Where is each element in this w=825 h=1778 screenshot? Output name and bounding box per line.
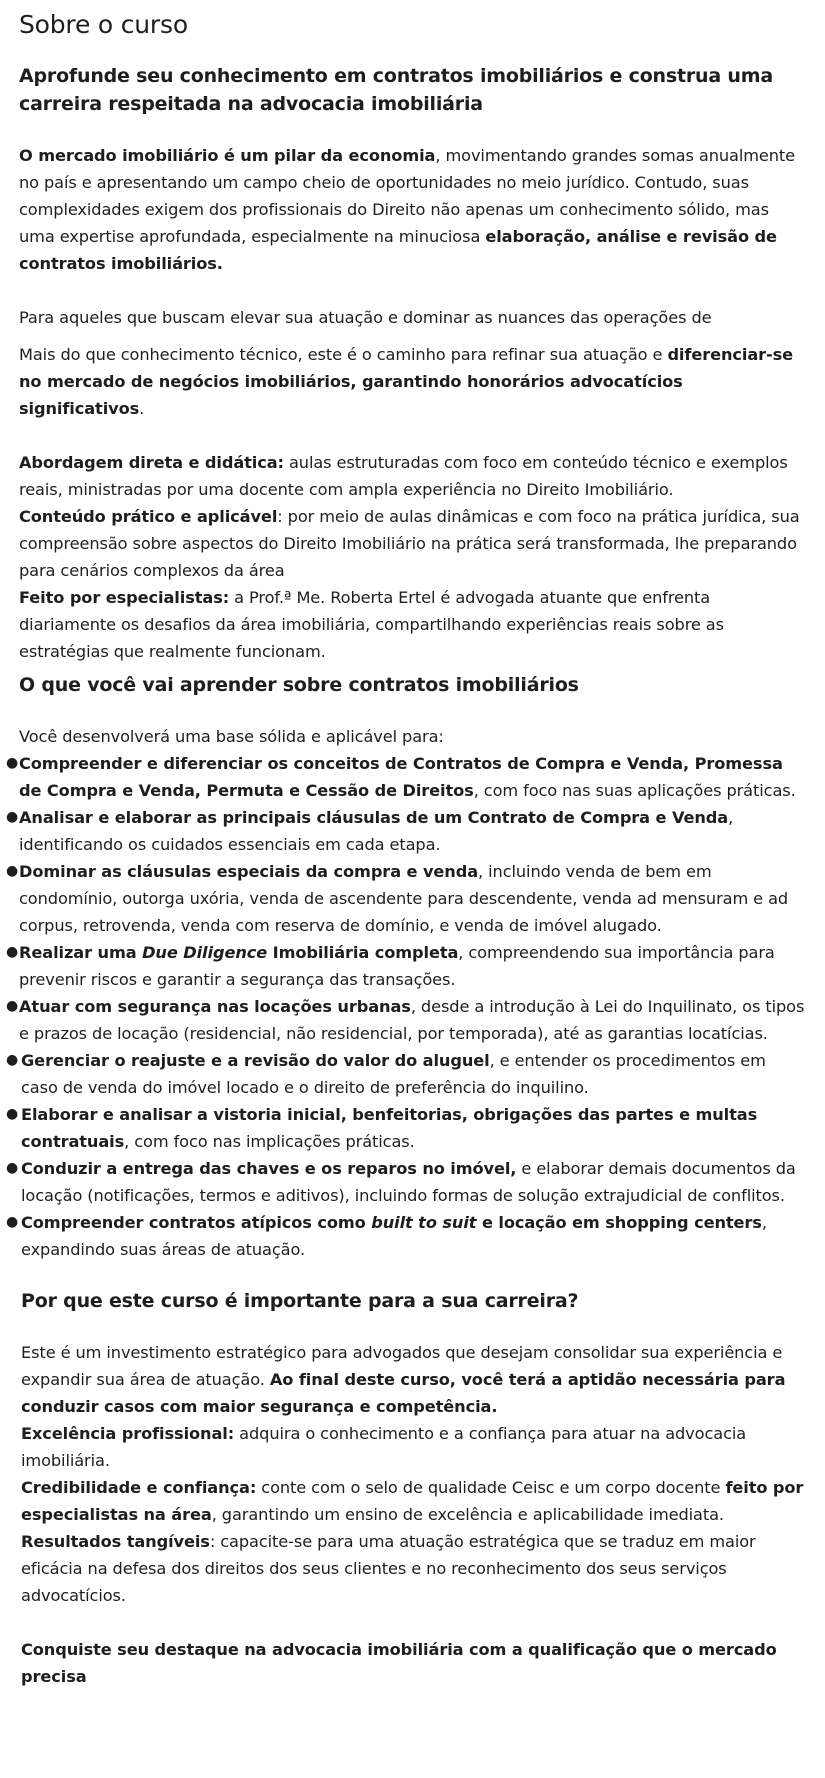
bullet-icon: ● <box>6 1160 19 1176</box>
bullet-icon: ● <box>6 755 19 771</box>
why-item-label: Excelência profissional: <box>21 1424 235 1443</box>
closing-bold: Conquiste seu destaque na advocacia imobiliária com a qualificação que o mercado precisa <box>21 1640 777 1686</box>
highlight-item <box>19 584 805 665</box>
bullet-icon: ● <box>6 944 19 960</box>
item-bold: Conduzir a entrega das chaves e os reparos no imóvel, <box>21 1159 517 1178</box>
bullet-icon: ● <box>6 1052 19 1068</box>
why-item <box>21 1528 805 1609</box>
list-item <box>6 1209 805 1263</box>
intro-p3-end: . <box>139 399 145 418</box>
highlight-item <box>19 503 805 584</box>
item-bold: Compreender contratos atípicos como <box>21 1213 372 1232</box>
list-item <box>6 1155 805 1209</box>
list-item <box>6 939 805 993</box>
learn-list <box>6 750 805 1263</box>
why-section <box>19 1287 805 1690</box>
why-item-text: : capacite-se para uma atuação estratégica que se traduz em maior eficácia na defesa dos direitos dos seus clientes e no reconhecimento dos seus serviços advocatícios. <box>21 1532 756 1605</box>
bullet-icon: ● <box>6 1214 19 1230</box>
section-subheading: Aprofunde seu conhecimento em contratos imobiliários e construa uma carreira respeitada na advocacia imobiliária <box>19 65 773 115</box>
item-bold: Elaborar e analisar a vistoria inicial, benfeitorias, obrigações das partes e multas contratuais <box>21 1105 758 1151</box>
item-bold-2: e locação em shopping centers <box>476 1213 762 1232</box>
bullet-icon: ● <box>6 1106 19 1122</box>
item-text: , com foco nas suas aplicações práticas. <box>473 781 796 800</box>
item-text: , incluindo venda de bem em condomínio, outorga uxória, venda de ascendente para descendente, venda ad mensuram e ad corpus, retrovenda, venda com reserva de domínio, e venda de imóvel alugado. <box>19 862 789 935</box>
highlight-text: : por meio de aulas dinâmicas e com foco na prática jurídica, sua compreensão sobre aspectos do Direito Imobiliário na prática será transformada, lhe preparando para cenários complexos da área <box>19 507 800 580</box>
highlight-label: Conteúdo prático e aplicável <box>19 507 278 526</box>
intro-p3-text: Mais do que conhecimento técnico, este é o caminho para refinar sua atuação e <box>19 345 668 364</box>
list-item <box>6 1047 805 1101</box>
highlight-item <box>19 449 805 503</box>
why-bold: Ao final deste curso, você terá a aptidão necessária para conduzir casos com maior segurança e competência. <box>21 1370 786 1416</box>
item-text: e elaborar demais documentos da locação (notificações, termos e aditivos), incluindo formas de solução extrajudicial de conflitos. <box>21 1159 796 1205</box>
learn-intro: Você desenvolverá uma base sólida e aplicável para: <box>19 727 444 746</box>
why-text: Este é um investimento estratégico para advogados que desejam consolidar sua experiência e expandir sua área de atuação. <box>21 1343 783 1389</box>
intro-paragraph-3 <box>19 341 805 422</box>
why-item <box>21 1474 805 1528</box>
intro-bold: O mercado imobiliário é um pilar da economia <box>19 146 436 165</box>
list-item <box>6 750 805 804</box>
bullet-icon: ● <box>6 863 19 879</box>
bullet-icon: ● <box>6 809 19 825</box>
item-bold: Gerenciar o reajuste e a revisão do valor do aluguel <box>21 1051 490 1070</box>
list-item <box>6 858 805 939</box>
item-bold-2: Imobiliária completa <box>267 943 459 962</box>
why-item-label: Credibilidade e confiança: <box>21 1478 257 1497</box>
why-item-label: Resultados tangíveis <box>21 1532 210 1551</box>
item-bold: Realizar uma <box>19 943 143 962</box>
intro-p3-bold: diferenciar-se no mercado de negócios imobiliários, garantindo honorários advocatícios significativos <box>19 345 794 418</box>
intro-bold-2: elaboração, análise e revisão de contratos imobiliários. <box>19 227 777 273</box>
list-item <box>6 993 805 1047</box>
item-italic: built to suit <box>371 1213 477 1232</box>
item-bold: Atuar com segurança nas locações urbanas <box>19 997 411 1016</box>
item-text: , desde a introdução à Lei do Inquilinato, os tipos e prazos de locação (residencial, não residencial, por temporada), até as garantias locatícias. <box>19 997 805 1043</box>
intro-paragraph-1 <box>19 142 805 277</box>
intro-paragraph-2: Para aqueles que buscam elevar sua atuação e dominar as nuances das operações de <box>19 308 712 327</box>
item-italic: Due Diligence <box>142 943 268 962</box>
why-item-bold: feito por especialistas na área <box>21 1478 804 1524</box>
highlight-label: Feito por especialistas: <box>19 588 230 607</box>
item-bold: Dominar as cláusulas especiais da compra e venda <box>19 862 479 881</box>
intro-text: , movimentando grandes somas anualmente no país e apresentando um campo cheio de oportunidades no meio jurídico. Contudo, suas complexidades exigem dos profissionais do Direito não apenas um conhecimento sólido, mas uma expertise aprofundada, especialmente na minuciosa <box>19 146 796 246</box>
closing-statement <box>21 1636 805 1690</box>
why-item-text: conte com o selo de qualidade Ceisc e um corpo docente <box>256 1478 726 1497</box>
why-item-text-2: , garantindo um ensino de excelência e aplicabilidade imediata. <box>211 1505 724 1524</box>
highlight-label: Abordagem direta e didática: <box>19 453 284 472</box>
item-text: , expandindo suas áreas de atuação. <box>21 1213 767 1259</box>
item-text: , identificando os cuidados essenciais em cada etapa. <box>19 808 734 854</box>
why-heading: Por que este curso é importante para a sua carreira? <box>21 1290 579 1312</box>
learn-heading: O que você vai aprender sobre contratos imobiliários <box>19 674 579 696</box>
why-paragraph <box>21 1339 805 1420</box>
why-item <box>21 1420 805 1474</box>
highlight-text: a Prof.ª Me. Roberta Ertel é advogada atuante que enfrenta diariamente os desafios da área imobiliária, compartilhando experiências reais sobre as estratégias que realmente funcionam. <box>19 588 724 661</box>
bullet-icon: ● <box>6 998 19 1014</box>
why-item-text: adquira o conhecimento e a confiança para atuar na advocacia imobiliária. <box>21 1424 747 1470</box>
highlight-text: aulas estruturadas com foco em conteúdo técnico e exemplos reais, ministradas por uma docente com ampla experiência no Direito Imobiliário. <box>19 453 788 499</box>
item-text: , compreendendo sua importância para prevenir riscos e garantir a segurança das transações. <box>19 943 775 989</box>
item-bold: Analisar e elaborar as principais cláusulas de um Contrato de Compra e Venda <box>19 808 729 827</box>
list-item <box>6 1101 805 1155</box>
page-title: Sobre o curso <box>19 10 188 39</box>
list-item <box>6 804 805 858</box>
item-bold: Compreender e diferenciar os conceitos de Contratos de Compra e Venda, Promessa de Compra e Venda, Permuta e Cessão de Direitos <box>19 754 783 800</box>
item-text: , e entender os procedimentos em caso de venda do imóvel locado e o direito de preferência do inquilino. <box>21 1051 766 1097</box>
item-text: , com foco nas implicações práticas. <box>124 1132 415 1151</box>
